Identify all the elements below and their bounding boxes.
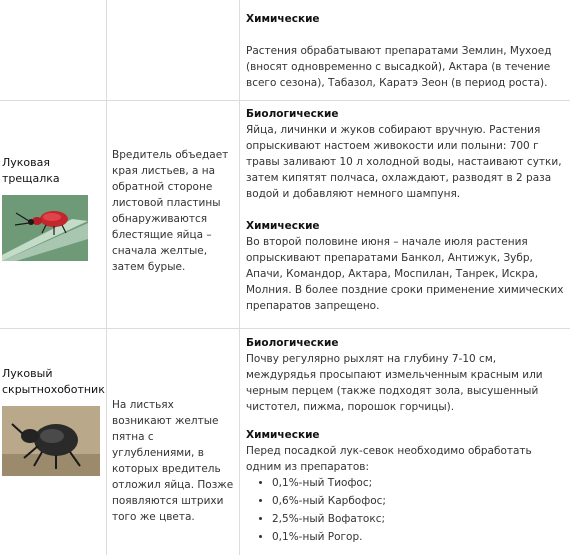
pest-description: На листьях возникают желтые пятна с углублениями, в которых вредитель отложил яйца. Позже появляются штрихи того же цвета. [112, 399, 234, 523]
preparation-list [246, 475, 564, 545]
section-heading: Биологические [246, 337, 339, 349]
section-text: Во второй половине июня – начале июля растения опрыскивают препаратами Банкол, Антижук, Зубр, Апачи, Командор, Актара, Моспилан, Танрек, Искра, Молния. В более поздние сроки применение химических препаратов запрещено. [246, 236, 564, 312]
column-divider [239, 0, 240, 555]
row-2-description-cell [112, 147, 236, 275]
onion-weevil-photo [2, 406, 100, 476]
row-divider [0, 100, 570, 101]
row-2-methods-cell [246, 106, 564, 314]
section-text: Яйца, личинки и жуков собирают вручную. Растения опрыскивают настоем живокости или полыни: 700 г травы заливают 10 л холодной воды, настаивают сутки, затем кипятят полчаса, охлаждают, разводят в 2 раза водой и добавляют немного шампуня. [246, 124, 562, 200]
section-text: Почву регулярно рыхлят на глубину 7-10 см, междурядья просыпают измельченным красным или черным перцем (также подходят зола, высушенный чистотел, пижма, порошок горчицы). [246, 353, 543, 413]
list-item: • 2,5%-ный Вофатокс; [272, 511, 564, 527]
red-lily-beetle-photo [2, 195, 88, 261]
row-1-methods-cell [246, 11, 564, 91]
section-text: Перед посадкой лук-севок необходимо обработать одним из препаратов: [246, 445, 532, 473]
section-heading: Химические [246, 13, 320, 25]
row-3-methods-cell [246, 335, 564, 547]
row-2-pest-cell [2, 155, 102, 261]
row-3-pest-cell [2, 366, 106, 476]
section-heading: Химические [246, 220, 320, 232]
pest-name: Луковый скрытнохоботник [2, 367, 105, 396]
section-heading: Химические [246, 429, 320, 441]
row-divider [0, 328, 570, 329]
pest-description: Вредитель объедает края листьев, а на обратной стороне листовой пластины обнаруживаются блестящие яйца – сначала желтые, затем бурые. [112, 149, 229, 273]
pest-name: Луковая трещалка [2, 156, 60, 185]
section-text: Растения обрабатывают препаратами Землин, Мухоед (вносят одновременно с высадкой), Актара (в течение всего сезона), Табазол, Каратэ Зеон (в период роста). [246, 45, 552, 89]
list-item: • 0,1%-ный Тиофос; [272, 475, 564, 491]
list-item: • 0,6%-ный Карбофос; [272, 493, 564, 509]
column-divider [106, 0, 107, 555]
section-heading: Биологические [246, 108, 339, 120]
row-3-description-cell [112, 397, 236, 525]
list-item: • 0,1%-ный Рогор. [272, 529, 564, 545]
